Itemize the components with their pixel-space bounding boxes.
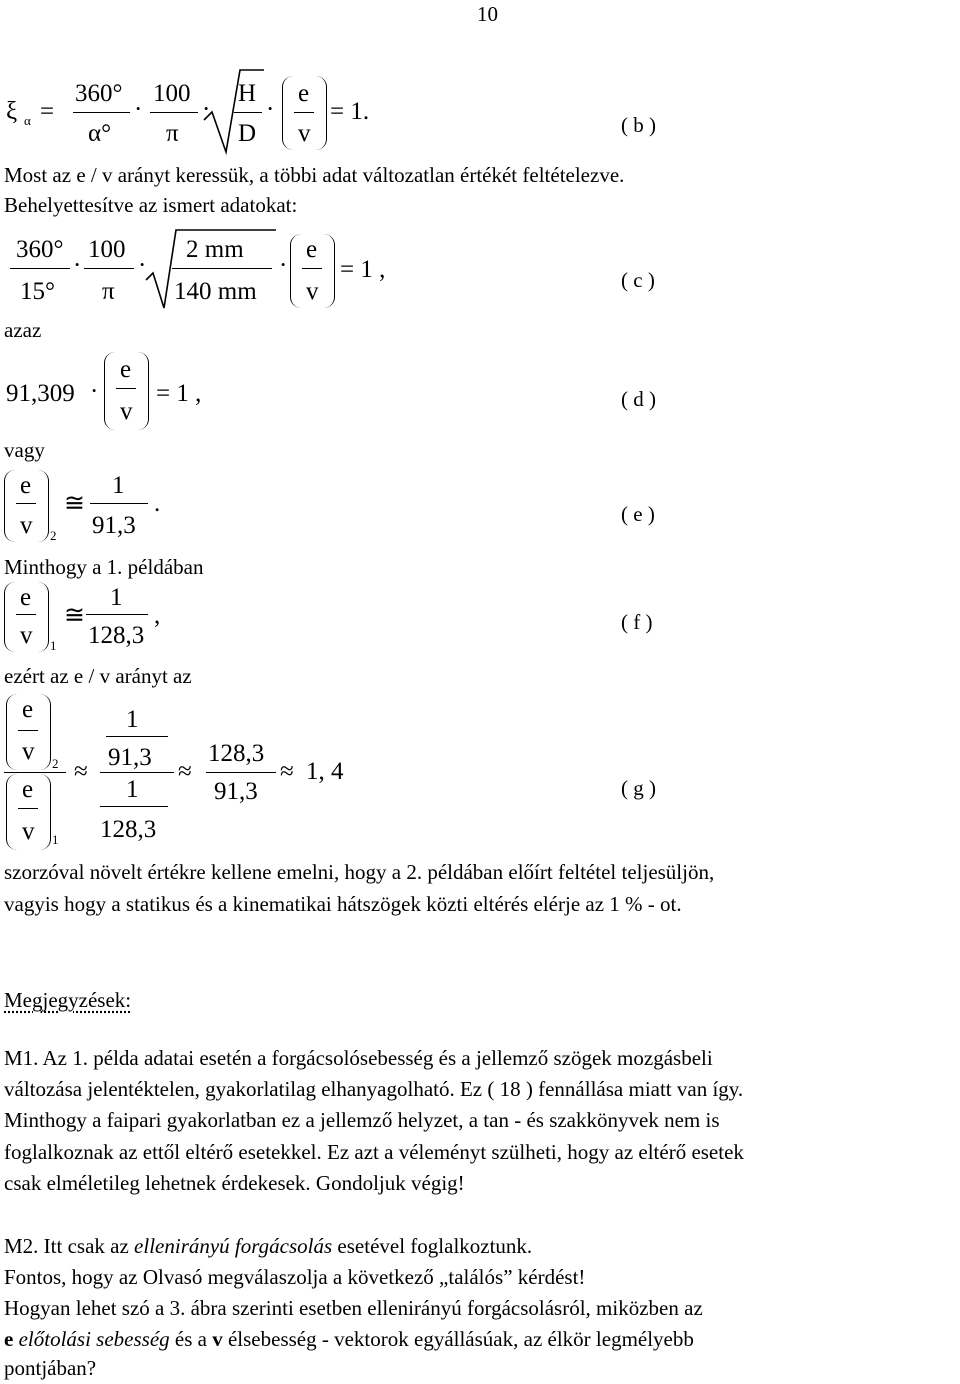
dot-operator: · xyxy=(73,252,82,279)
fraction-denominator: 15° xyxy=(20,278,55,305)
right-parenthesis xyxy=(40,774,51,850)
fraction-bar xyxy=(116,388,136,389)
fraction-numerator: 360° xyxy=(75,80,123,107)
equation-label: ( f ) xyxy=(621,610,653,634)
note-m2-text: M2. Itt csak az xyxy=(4,1234,135,1258)
equation-label: ( b ) xyxy=(621,113,656,137)
fraction-numerator: e xyxy=(20,472,32,499)
fraction-numerator: 1 xyxy=(126,706,139,733)
fraction-numerator: 100 xyxy=(88,236,126,263)
body-text-line: Minthogy a 1. példában xyxy=(4,555,204,579)
subscript: 1 xyxy=(50,638,57,653)
fraction-numerator: 1 xyxy=(112,472,125,499)
left-parenthesis xyxy=(104,352,115,430)
fraction-numerator: 1 xyxy=(110,584,123,611)
fraction-denominator: v xyxy=(306,278,319,305)
fraction-bar xyxy=(10,268,70,269)
note-m2-text: élsebesség - vektorok egyállásúak, az élkör legmélyebb xyxy=(222,1327,694,1351)
fraction-bar xyxy=(172,268,272,269)
approx-sign: ≅ xyxy=(64,490,85,517)
fraction-numerator: 100 xyxy=(153,80,191,107)
equation-rhs: = 1 , xyxy=(340,256,386,283)
fraction-numerator: e xyxy=(120,356,132,383)
fraction-denominator: D xyxy=(238,120,257,147)
body-text-line: szorzóval növelt értékre kellene emelni, hogy a 2. példában előírt feltétel teljesüljön, xyxy=(4,860,715,884)
note-m1-line: foglalkoznak az ettől eltérő esetekkel. Ez azt a véleményt szülheti, hogy az eltérő esetek xyxy=(4,1140,744,1164)
dot-operator: · xyxy=(90,378,99,405)
subscript: 1 xyxy=(52,832,59,847)
fraction-denominator: v xyxy=(22,738,35,765)
fraction-bar xyxy=(16,503,36,504)
left-parenthesis xyxy=(4,470,15,542)
note-m1-line: Minthogy a faipari gyakorlatban ez a jellemző helyzet, a tan - és szakkönyvek nem is xyxy=(4,1108,720,1132)
dot-operator: · xyxy=(202,96,211,123)
fraction-denominator: 91,3 xyxy=(92,512,136,539)
equation-rhs: = 1. xyxy=(330,98,370,125)
fraction-bar xyxy=(206,772,276,773)
dot-operator: · xyxy=(279,252,288,279)
left-parenthesis xyxy=(6,774,17,850)
fraction-denominator: π xyxy=(166,120,179,147)
fraction-bar xyxy=(18,808,38,809)
note-m2-line: Hogyan lehet szó a 3. ábra szerinti esetben ellenirányú forgácsolásról, miközben az xyxy=(4,1296,703,1320)
approx-sign: ≅ xyxy=(64,602,85,629)
note-m1-line: változása jelentéktelen, gyakorlatilag elhanyagolható. Ez ( 18 ) fennállása miatt van így. xyxy=(4,1077,744,1101)
body-text-line: Most az e / v arányt keressük, a többi adat változatlan értékét feltételezve. xyxy=(4,163,625,187)
equation-label: ( c ) xyxy=(621,268,655,292)
fraction-numerator: e xyxy=(22,776,34,803)
fraction-denominator: α° xyxy=(88,120,112,147)
fraction-bar xyxy=(100,806,168,807)
note-m2-line xyxy=(4,1327,694,1351)
body-text-line: azaz xyxy=(4,318,42,342)
xi-symbol: ξ xyxy=(6,98,18,125)
fraction-denominator: v xyxy=(20,622,33,649)
right-parenthesis xyxy=(316,76,327,150)
fraction-numerator: e xyxy=(20,584,32,611)
approx-sign: ≈ xyxy=(74,758,88,785)
note-m2-text: és a xyxy=(169,1327,213,1351)
equation-tail: . xyxy=(154,490,161,517)
fraction-bar xyxy=(302,268,322,269)
coefficient: 91,309 xyxy=(6,380,75,407)
fraction-denominator: 128,3 xyxy=(100,816,157,843)
fraction-bar xyxy=(84,268,134,269)
note-m2-line xyxy=(4,1234,532,1258)
left-parenthesis xyxy=(6,694,17,770)
vector-v: v xyxy=(212,1327,223,1351)
note-m2-line: Fontos, hogy az Olvasó megválaszolja a következő „találós” kérdést! xyxy=(4,1265,586,1289)
subscript: 2 xyxy=(52,756,59,771)
note-m2-line: pontjában? xyxy=(4,1356,97,1380)
dot-operator: · xyxy=(138,252,147,279)
right-parenthesis xyxy=(40,694,51,770)
xi-subscript: α xyxy=(24,113,31,128)
fraction-denominator: v xyxy=(22,818,35,845)
fraction-numerator: H xyxy=(238,80,257,107)
equation-tail: , xyxy=(154,602,161,629)
approx-sign: ≈ xyxy=(280,758,294,785)
equation-label: ( d ) xyxy=(621,387,656,411)
fraction-denominator: 91,3 xyxy=(108,744,152,771)
right-parenthesis xyxy=(138,352,149,430)
right-parenthesis xyxy=(38,582,49,652)
fraction-bar xyxy=(86,614,148,615)
note-m2-emphasis: előtolási sebesség xyxy=(18,1327,170,1351)
fraction-denominator: 128,3 xyxy=(88,622,145,649)
note-m2-emphasis: ellenirányú forgácsolás xyxy=(134,1234,333,1258)
equals-sign: = xyxy=(40,98,55,125)
left-parenthesis xyxy=(4,582,15,652)
equation-label: ( g ) xyxy=(621,776,656,800)
fraction-bar xyxy=(18,730,38,731)
dot-operator: · xyxy=(266,96,275,123)
body-text-line: vagyis hogy a statikus és a kinematikai hátszögek közti eltérés elérje az 1 % - ot. xyxy=(4,892,682,916)
page-number: 10 xyxy=(477,2,498,26)
body-text-line: vagy xyxy=(4,438,45,462)
left-parenthesis xyxy=(290,234,301,308)
note-m1-line: csak elméletileg lehetnek érdekesek. Gondoljuk végig! xyxy=(4,1171,465,1195)
fraction-bar xyxy=(150,112,198,113)
body-text-line: Behelyettesítve az ismert adatokat: xyxy=(4,193,298,217)
main-fraction-bar xyxy=(4,772,66,773)
fraction-bar xyxy=(294,112,314,113)
main-fraction-bar xyxy=(100,772,174,773)
fraction-denominator: π xyxy=(102,278,115,305)
fraction-bar xyxy=(16,614,36,615)
fraction-bar xyxy=(73,112,130,113)
dot-operator: · xyxy=(134,96,143,123)
right-parenthesis xyxy=(324,234,335,308)
fraction-numerator: 360° xyxy=(16,236,64,263)
equation-label: ( e ) xyxy=(621,502,655,526)
fraction-bar xyxy=(106,736,168,737)
approx-sign: ≈ xyxy=(178,758,192,785)
fraction-numerator: e xyxy=(22,696,34,723)
left-parenthesis xyxy=(282,76,293,150)
fraction-bar xyxy=(90,503,148,504)
fraction-denominator: v xyxy=(298,120,311,147)
equation-result: 1, 4 xyxy=(306,758,344,785)
right-parenthesis xyxy=(38,470,49,542)
equation-rhs: = 1 , xyxy=(156,380,202,407)
vector-e: e xyxy=(4,1327,14,1351)
fraction-numerator: 1 xyxy=(126,776,139,803)
fraction-bar xyxy=(234,112,262,113)
fraction-numerator: e xyxy=(298,80,310,107)
body-text-line: ezért az e / v arányt az xyxy=(4,664,192,688)
fraction-numerator: e xyxy=(306,236,318,263)
fraction-denominator: 140 mm xyxy=(174,278,257,305)
fraction-numerator: 128,3 xyxy=(208,740,265,767)
note-m2-text: esetével foglalkoztunk. xyxy=(332,1234,533,1258)
note-m1-line: M1. Az 1. példa adatai esetén a forgácsolósebesség és a jellemző szögek mozgásbeli xyxy=(4,1046,713,1070)
subscript: 2 xyxy=(50,528,57,543)
fraction-numerator: 2 mm xyxy=(186,236,244,263)
notes-heading: Megjegyzések: xyxy=(4,988,132,1012)
fraction-denominator: v xyxy=(120,398,133,425)
fraction-denominator: v xyxy=(20,512,33,539)
fraction-denominator: 91,3 xyxy=(214,778,258,805)
